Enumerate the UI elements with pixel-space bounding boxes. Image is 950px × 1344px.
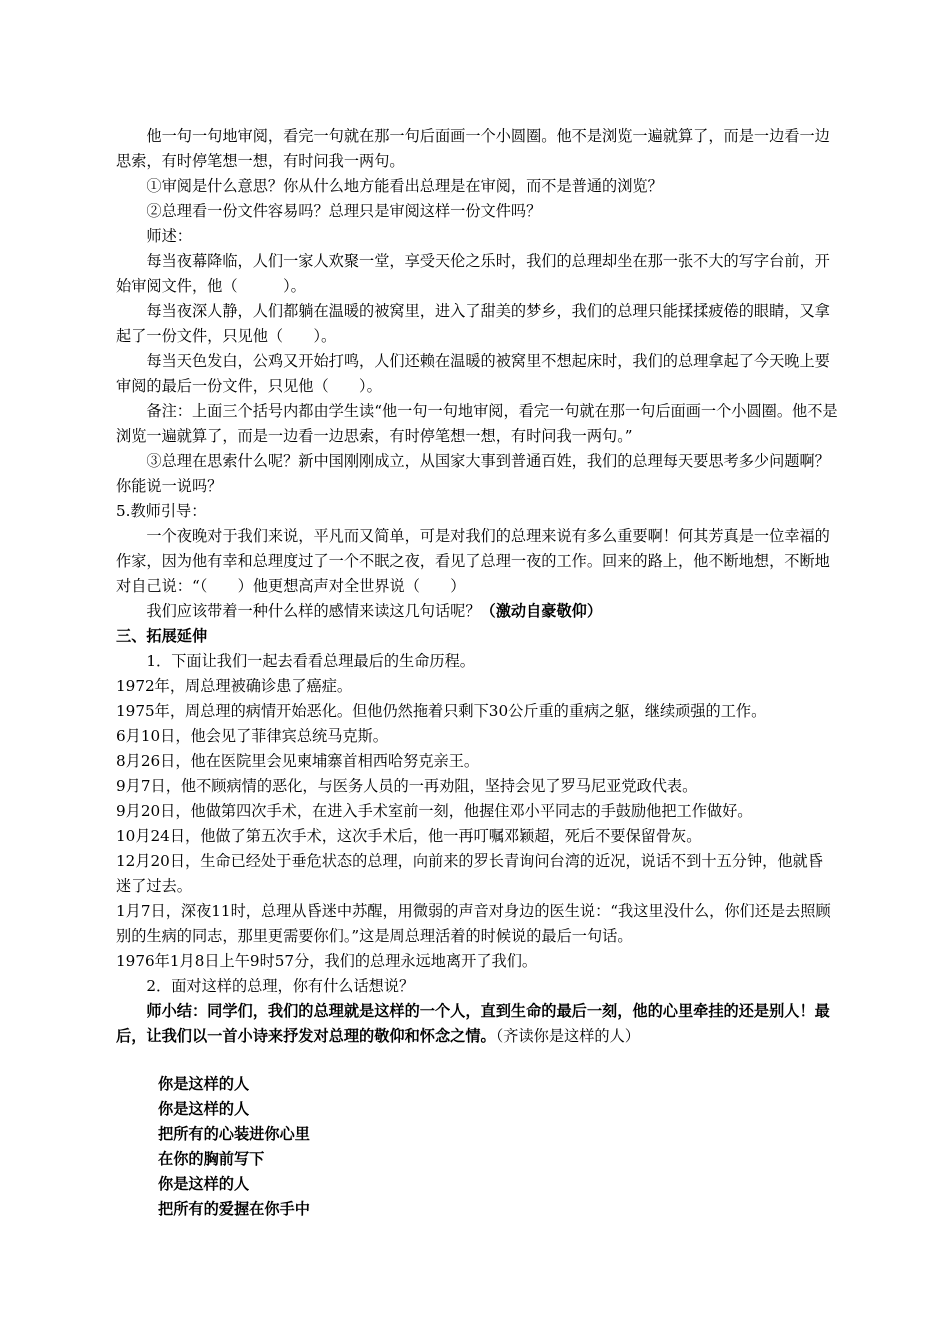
paragraph bbox=[116, 224, 838, 249]
bold-text: 师小结：同学们，我们的总理就是这样的一个人，直到生命的最后一刻，他的心里牵挂的还是别人！最后，让我们以一首小诗来抒发对总理的敬仰和怀念之情。 bbox=[116, 1002, 830, 1045]
paragraph-text: 1．下面让我们一起去看看总理最后的生命历程。 bbox=[116, 652, 475, 670]
poem-line: 你是这样的人 bbox=[158, 1100, 250, 1118]
paragraph bbox=[116, 174, 838, 199]
paragraph-text: 1972年，周总理被确诊患了癌症。 bbox=[116, 677, 353, 695]
paragraph bbox=[116, 499, 838, 524]
paragraph bbox=[116, 999, 838, 1049]
paragraph bbox=[116, 674, 838, 699]
paragraph bbox=[116, 249, 838, 299]
paragraph-text: 1975年，周总理的病情开始恶化。但他仍然拖着只剩下30公斤重的重病之躯，继续顽强的工作。 bbox=[116, 702, 767, 720]
paragraph bbox=[116, 399, 838, 449]
paragraph bbox=[116, 849, 838, 899]
paragraph bbox=[116, 349, 838, 399]
paragraph-text: 每当夜深人静，人们都躺在温暖的被窝里，进入了甜美的梦乡，我们的总理只能揉揉疲倦的眼睛，又拿起了一份文件，只见他（ ）。 bbox=[116, 302, 830, 345]
paragraph bbox=[116, 824, 838, 849]
paragraph bbox=[116, 524, 838, 599]
paragraph bbox=[116, 649, 838, 674]
poem-line: 你是这样的人 bbox=[158, 1075, 250, 1093]
paragraph bbox=[116, 199, 838, 224]
poem-line: 把所有的爱握在你手中 bbox=[158, 1200, 310, 1218]
paragraph bbox=[116, 599, 838, 624]
paragraph bbox=[116, 799, 838, 824]
paragraph-text: 10月24日，他做了第五次手术，这次手术后，他一再叮嘱邓颖超，死后不要保留骨灰。 bbox=[116, 827, 702, 845]
paragraph bbox=[116, 974, 838, 999]
paragraph bbox=[116, 949, 838, 974]
paragraph bbox=[116, 124, 838, 174]
paragraph-text: 1976年1月8日上午9时57分，我们的总理永远地离开了我们。 bbox=[116, 952, 538, 970]
paragraph bbox=[116, 449, 838, 499]
paragraph bbox=[116, 699, 838, 724]
paragraph-note: （齐读你是这样的人） bbox=[495, 1027, 640, 1045]
paragraph bbox=[116, 774, 838, 799]
poem-line: 在你的胸前写下 bbox=[158, 1150, 265, 1168]
paragraph-text: ③总理在思索什么呢？新中国刚刚成立，从国家大事到普通百姓，我们的总理每天要思考多少问题啊？你能说一说吗？ bbox=[116, 452, 830, 495]
paragraph-text: 2．面对这样的总理，你有什么话想说？ bbox=[116, 977, 415, 995]
paragraph-text: 6月10日，他会见了菲律宾总统马克斯。 bbox=[116, 727, 388, 745]
paragraph bbox=[116, 899, 838, 949]
paragraph-text: 8月26日，他在医院里会见柬埔寨首相西哈努克亲王。 bbox=[116, 752, 480, 770]
bold-text: （激动自豪敬仰） bbox=[480, 602, 602, 620]
paragraph-text: 师述： bbox=[116, 227, 192, 245]
paragraph-text: 9月7日，他不顾病情的恶化，与医务人员的一再劝阻，坚持会见了罗马尼亚党政代表。 bbox=[116, 777, 698, 795]
paragraph-text: 三、拓展延伸 bbox=[116, 627, 208, 645]
paragraph-text: 9月20日，他做第四次手术，在进入手术室前一刻，他握住邓小平同志的手鼓励他把工作做好。 bbox=[116, 802, 753, 820]
paragraph-text: 5.教师引导： bbox=[116, 502, 207, 520]
poem-line: 你是这样的人 bbox=[158, 1175, 250, 1193]
paragraph-text: 1月7日，深夜11时，总理从昏迷中苏醒，用微弱的声音对身边的医生说：“我这里没什么，你们还是去照顾别的生病的同志，那里更需要你们。”这是周总理活着的时候说的最后一句话。 bbox=[116, 902, 831, 945]
paragraph bbox=[116, 624, 838, 649]
paragraph-text: 备注：上面三个括号内都由学生读“他一句一句地审阅，看完一句就在那一句后面画一个小圆圈。他不是浏览一遍就算了，而是一边看一边思索，有时停笔想一想，有时问我一两句。” bbox=[116, 402, 838, 445]
paragraph-text: 每当天色发白，公鸡又开始打鸣，人们还赖在温暖的被窝里不想起床时，我们的总理拿起了今天晚上要审阅的最后一份文件，只见他（ ）。 bbox=[116, 352, 830, 395]
paragraph-text: 每当夜幕降临，人们一家人欢聚一堂，享受天伦之乐时，我们的总理却坐在那一张不大的写字台前，开始审阅文件，他（ ）。 bbox=[116, 252, 830, 295]
poem-line: 把所有的心装进你心里 bbox=[158, 1125, 310, 1143]
paragraph-text: ①审阅是什么意思？你从什么地方能看出总理是在审阅，而不是普通的浏览？ bbox=[116, 177, 663, 195]
paragraph bbox=[116, 299, 838, 349]
paragraph-text: 12月20日，生命已经处于垂危状态的总理，向前来的罗长青询问台湾的近况，说话不到十五分钟，他就昏迷了过去。 bbox=[116, 852, 823, 895]
paragraph bbox=[116, 724, 838, 749]
paragraph-text: 一个夜晚对于我们来说，平凡而又简单，可是对我们的总理来说有多么重要啊！何其芳真是一位幸福的作家，因为他有幸和总理度过了一个不眠之夜，看见了总理一夜的工作。回来的路上，他不断地想，不断地对自己说：“（ ）他更想高声对全世界说（ ） bbox=[116, 527, 830, 595]
paragraph bbox=[116, 749, 838, 774]
paragraph-text: ②总理看一份文件容易吗？总理只是审阅这样一份文件吗？ bbox=[116, 202, 542, 220]
paragraph-text: 他一句一句地审阅，看完一句就在那一句后面画一个小圆圈。他不是浏览一遍就算了，而是一边看一边思索，有时停笔想一想，有时问我一两句。 bbox=[116, 127, 830, 170]
paragraph-text: 我们应该带着一种什么样的感情来读这几句话呢？ bbox=[116, 602, 481, 620]
